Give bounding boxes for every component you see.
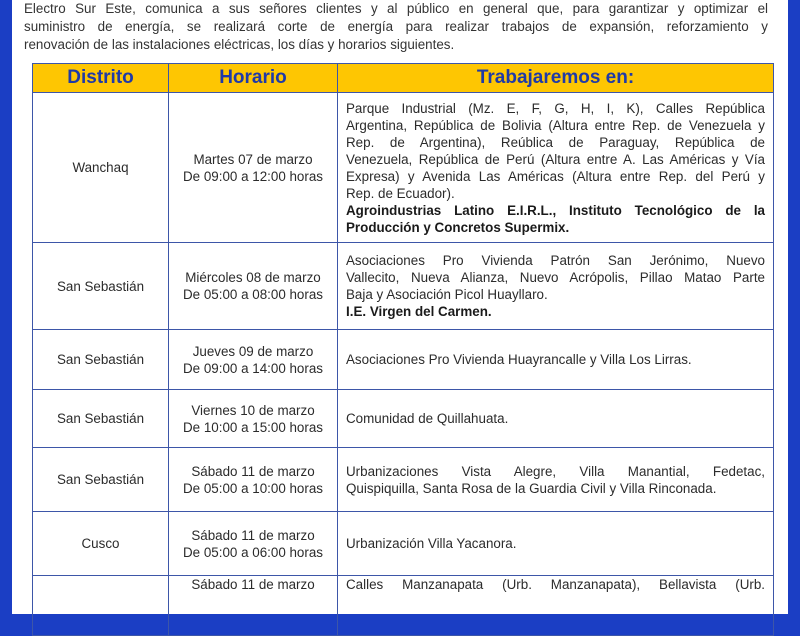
cell-distrito: Wanchaq	[33, 93, 169, 243]
cell-distrito: San Sebastián	[33, 330, 169, 390]
location-line: Calles Manzanapata (Urb. Manzanapata), Bellavista (Urb.	[346, 577, 765, 592]
cell-horario	[169, 243, 338, 330]
location-line: Expresa) y Avenida Las Américas (Altura entre Rep. del Perú y	[346, 168, 765, 184]
location-line: Urbanización Villa Yacanora.	[346, 536, 517, 551]
cell-trabajaremos	[338, 512, 774, 576]
cell-horario	[169, 576, 338, 636]
cell-horario	[169, 93, 338, 243]
cell-distrito: San Sebastián	[33, 243, 169, 330]
header-trabajaremos: Trabajaremos en:	[338, 64, 774, 93]
location-line: Vallecito, Nueva Alianza, Nuevo Acrópolis, Pillao Matao Parte	[346, 270, 765, 285]
horario-fecha: Viernes 10 de marzo	[191, 402, 315, 418]
location-line: Parque Industrial (Mz. E, F, G, H, I, K), Calles República	[346, 100, 765, 116]
horario-hora: De 05:00 a 06:00 horas	[183, 544, 323, 560]
outage-schedule-table	[32, 63, 774, 636]
horario-hora: De 09:00 a 12:00 horas	[183, 168, 323, 184]
location-line: Venezuela, República de Perú (Altura entre A. Las Américas y Vía	[346, 151, 765, 167]
location-line: Rep. de Argentina), Reública de Paraguay, República de	[346, 134, 765, 150]
cell-trabajaremos	[338, 576, 774, 636]
table-row	[33, 512, 774, 576]
cell-horario	[169, 512, 338, 576]
cell-distrito: Cusco	[33, 512, 169, 576]
location-line: Asociaciones Pro Vivienda Patrón San Jerónimo, Nuevo	[346, 253, 765, 268]
intro-line: suministro de energía, se realizará corte de energía para realizar trabajos de expansión, reforzamiento y	[24, 19, 768, 34]
horario-fecha: Jueves 09 de marzo	[192, 343, 314, 359]
location-line: Comunidad de Quillahuata.	[346, 411, 509, 426]
table-row	[33, 576, 774, 636]
intro-paragraph	[24, 0, 768, 54]
horario-fecha: Sábado 11 de marzo	[191, 463, 315, 479]
cell-trabajaremos	[338, 448, 774, 512]
intro-line: renovación de las instalaciones eléctricas, los días y horarios siguientes.	[24, 37, 455, 52]
table-row	[33, 448, 774, 512]
cell-horario	[169, 390, 338, 448]
horario-fecha: Miércoles 08 de marzo	[185, 270, 321, 285]
cell-trabajaremos	[338, 330, 774, 390]
location-line: Asociaciones Pro Vivienda Huayrancalle y Villa Los Lirras.	[346, 352, 692, 367]
location-line: Quispiquilla, Santa Rosa de la Guardia Civil y Villa Rinconada.	[346, 480, 717, 496]
table-header-row	[33, 64, 774, 93]
horario-fecha: Martes 07 de marzo	[193, 151, 313, 167]
header-distrito: Distrito	[33, 64, 169, 93]
intro-line: Electro Sur Este, comunica a sus señores clientes y al público en general que, para garantizar y optimizar el	[24, 1, 768, 16]
horario-hora: De 09:00 a 14:00 horas	[183, 360, 323, 376]
table-row	[33, 93, 774, 243]
cell-horario	[169, 330, 338, 390]
location-line: Baja y Asociación Picol Huayllaro.	[346, 287, 548, 302]
cell-trabajaremos	[338, 93, 774, 243]
cell-trabajaremos	[338, 390, 774, 448]
highlighted-institution: Agroindustrias Latino E.I.R.L., Instituto Tecnológico de la	[346, 202, 765, 218]
location-line: Urbanizaciones Vista Alegre, Villa Manantial, Fedetac,	[346, 463, 765, 479]
horario-hora: De 05:00 a 08:00 horas	[183, 287, 323, 302]
table-row	[33, 330, 774, 390]
table-row	[33, 390, 774, 448]
header-horario: Horario	[169, 64, 338, 93]
horario-fecha: Sábado 11 de marzo	[191, 527, 315, 543]
horario-hora: De 10:00 a 15:00 horas	[183, 419, 323, 435]
cell-distrito: San Sebastián	[33, 390, 169, 448]
location-line: Rep. de Ecuador).	[346, 185, 455, 201]
location-line: Argentina, República de Bolivia (Altura entre Rep. de Venezuela y	[346, 117, 765, 133]
cell-distrito	[33, 576, 169, 636]
highlighted-institution: I.E. Virgen del Carmen.	[346, 304, 492, 319]
cell-horario	[169, 448, 338, 512]
table-row	[33, 243, 774, 330]
cell-trabajaremos	[338, 243, 774, 330]
highlighted-institution: Producción y Concretos Supermix.	[346, 219, 570, 235]
cell-distrito: San Sebastián	[33, 448, 169, 512]
horario-hora: De 05:00 a 10:00 horas	[183, 480, 323, 496]
horario-fecha: Sábado 11 de marzo	[191, 577, 315, 592]
table-body	[33, 93, 774, 636]
